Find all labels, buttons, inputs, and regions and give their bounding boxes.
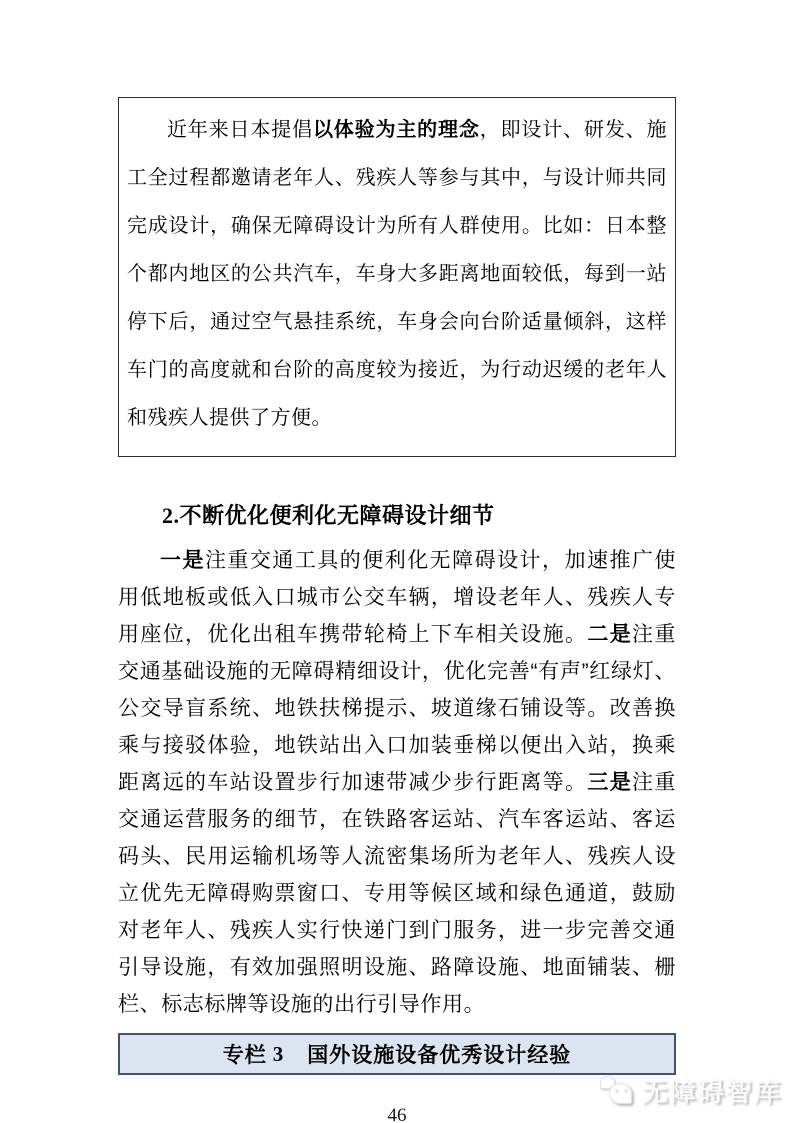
quote-box [118, 97, 676, 457]
banner-number: 3 [272, 1041, 285, 1066]
section-heading [118, 501, 676, 531]
quote-paragraph: 近年来日本提倡以体验为主的理念，即设计、研发、施工全过程都邀请老年人、残疾人等参与其中，与设计师共同完成设计，确保无障碍设计为所有人群使用。比如：日本整个都内地区的公共汽车，车身大多距离地面较低，每到一站停下后，通过空气悬挂系统，车身会向台阶适量倾斜，这样车门的高度就和台阶的高度较为接近，为行动迟缓的老年人和残疾人提供了方便。 [127, 119, 668, 429]
speech-bubbles-logo-icon [600, 1076, 634, 1106]
banner-label: 专栏 [222, 1044, 267, 1067]
content-column [118, 97, 676, 1123]
page-number: 46 [387, 1105, 407, 1123]
heading-number: 2. [162, 503, 180, 528]
banner-title: 国外设施设备优秀设计经验 [307, 1044, 572, 1067]
body-paragraph: 一是注重交通工具的便利化无障碍设计，加速推广使用低地板或低入口城市公交车辆，增设老年人、残疾人专用座位，优化出租车携带轮椅上下车相关设施。二是注重交通基础设施的无障碍精细设计，优化完善“有声”红绿灯、公交导盲系统、地铁扶梯提示、坡道缘石铺设等。改善换乘与接驳体验，地铁站出入口加装垂梯以便出入站，换乘距离远的车站设置步行加速带减少步行距离等。三是注重交通运营服务的细节，在铁路客运站、汽车客运站、客运码头、民用运输机场等人流密集场所为老年人、残疾人设立优先无障碍购票窗口、专用等候区域和绿色通道，鼓励对老年人、残疾人实行快递门到门服务，进一步完善交通引导设施，有效加强照明设施、路障设施、地面铺装、栅栏、标志标牌等设施的出行引导作用。 [118, 549, 676, 1016]
watermark [600, 1072, 782, 1109]
watermark-text: 无障碍智库 [641, 1077, 782, 1107]
heading-text: 不断优化便利化无障碍设计细节 [179, 503, 495, 528]
column-banner [118, 1033, 676, 1075]
